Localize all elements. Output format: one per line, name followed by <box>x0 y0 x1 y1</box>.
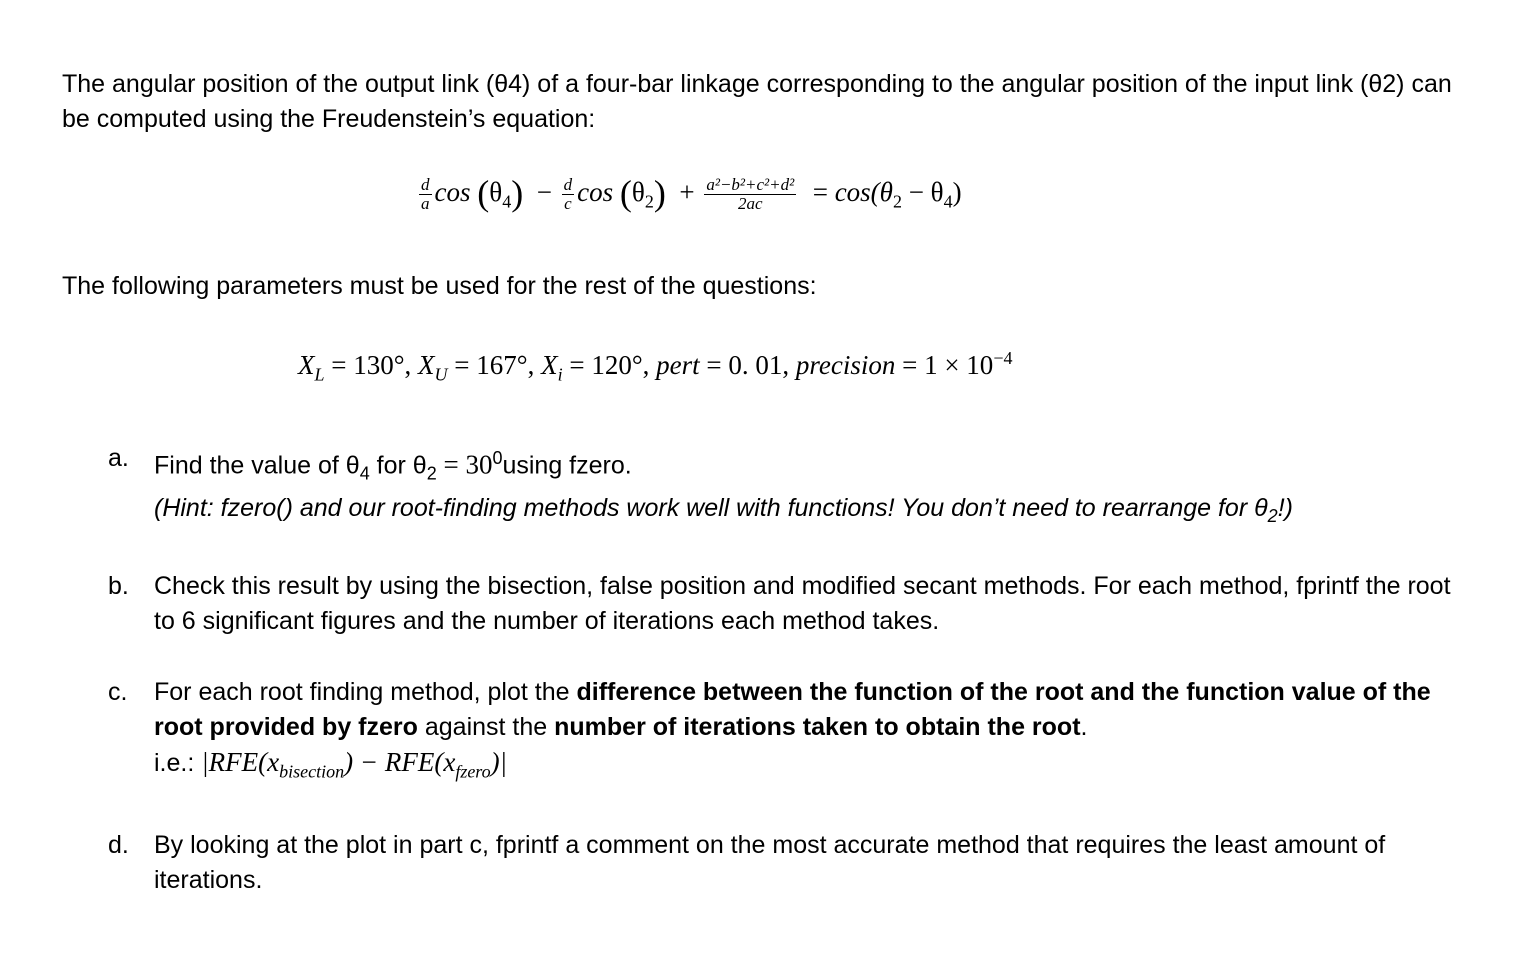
intro-text: The angular position of the output link (θ4) of a four-bar linkage corresponding to the angular position of the input link (θ2) can be computed using the Freudenstein’s equation: <box>62 70 1452 133</box>
parameters-intro: The following parameters must be used for the rest of the questions: <box>62 272 817 300</box>
question-d: d. By looking at the plot in part c, fprintf a comment on the most accurate method that requires the least amount of iterations. <box>108 831 1386 894</box>
cos-term-1: cos <box>434 177 471 207</box>
freudenstein-equation: $\frac{d}{a}$ $\cos (\theta_4)$ − $\frac{d}{c}$ $\cos (\theta_2)$ + $\frac{\text{a²−b²+c²+d²}}{2ac}$ = $\cos(\theta_2 - \theta_4)$ <box>421 173 962 214</box>
rfe-formula: $|RFE(x_{bisection}) - RFE(x_{fzero})|$ <box>201 747 508 782</box>
rhs-cos: cos(θ <box>834 177 893 207</box>
question-a-hint: (Hint: fzero() and our root-finding methods work well with functions! You don’t need to rearrange for $\theta_2$!) <box>154 494 1293 527</box>
parameters-equation: $X_L = 130^\circ$, $X_U = 167^\circ$, $X_i = 120^\circ$, pert = 0. 01, precision = $1 \times 10^{-4}$ <box>298 348 1013 385</box>
question-c: c. For each root finding method, plot the difference between the function of the root and the function value of the root provided by fzero against the number of iterations taken to obtain the root. i.e.: $|RFE(x_{bisection}) - RFE(x_{fzero})|$ <box>108 678 1431 782</box>
intro-paragraph <box>62 67 1482 137</box>
fraction-constant-term: $\frac{\text{a²−b²+c²+d²}}{2ac}$ <box>706 175 795 214</box>
question-b: b. Check this result by using the bisection, false position and modified secant methods. For each method, fprintf the root to 6 significant figures and the number of iterations each method takes. <box>108 572 1451 635</box>
cos-term-2: cos <box>577 177 614 207</box>
question-a: a. Find the value of $\theta_4$ for $\theta_2 = 30^0using$ fzero. (Hint: fzero() and our root-finding methods work well with functions! You don’t need to rearrange for $\theta_2$!) <box>108 444 1293 527</box>
fraction-d-over-c: $\frac{d}{c}$ <box>563 175 573 214</box>
fraction-d-over-a: $\frac{d}{a}$ <box>421 175 430 214</box>
